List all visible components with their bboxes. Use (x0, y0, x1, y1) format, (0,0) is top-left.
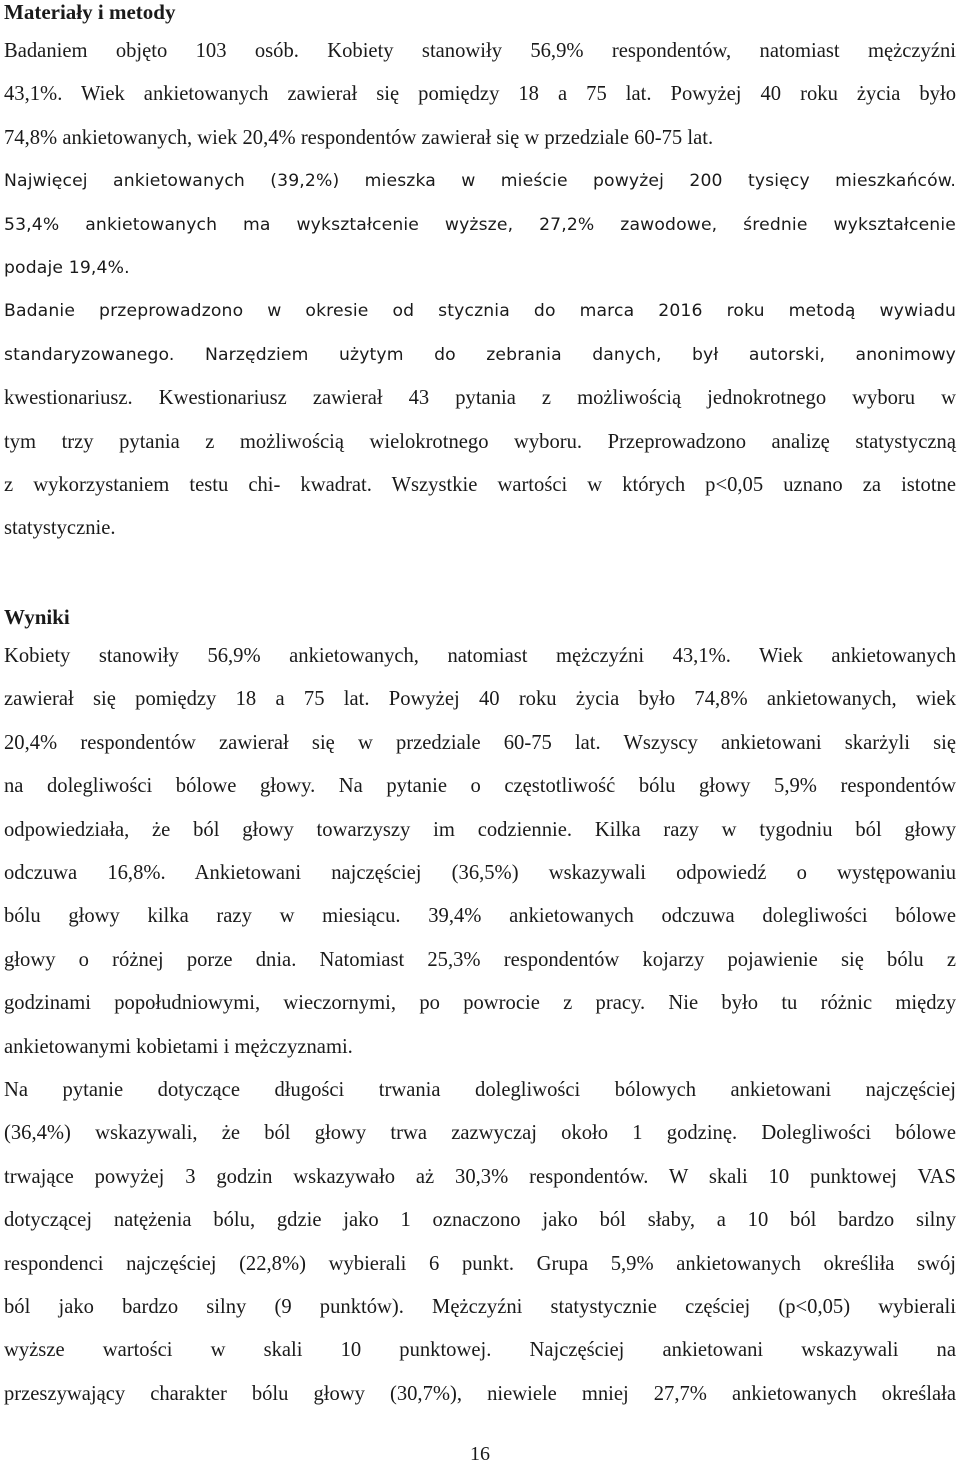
results-paragraph-1 (4, 635, 956, 1069)
text-line: statystycznie. (4, 517, 116, 540)
text-line: kwestionariusz. Kwestionariusz zawierał 43 pytania z możliwością jednokrotnego wyboru w (4, 387, 956, 410)
text-line: trwające powyżej 3 godzin wskazywało aż 30,3% respondentów. W skali 10 punktowej VAS (4, 1165, 956, 1188)
text-line: podaje 19,4%. (4, 258, 130, 279)
text-line: dotyczącej natężenia bólu, gdzie jako 1 oznaczono jako ból słaby, a 10 ból bardzo silny (4, 1209, 956, 1232)
text-line: standaryzowanego. Narzędziem użytym do zebrania danych, był autorski, anonimowy (4, 344, 956, 365)
text-line: Kobiety stanowiły 56,9% ankietowanych, natomiast mężczyźni 43,1%. Wiek ankietowanych (4, 644, 956, 667)
text-line: 74,8% ankietowanych, wiek 20,4% respondentów zawierał się w przedziale 60-75 lat. (4, 126, 714, 149)
text-line: godzinami popołudniowymi, wieczornymi, po powrocie z pracy. Nie było tu różnic między (4, 992, 956, 1015)
text-line: ankietowanymi kobietami i mężczyznami. (4, 1035, 353, 1058)
text-line: respondenci najczęściej (22,8%) wybierali 6 punkt. Grupa 5,9% ankietowanych określiła swój (4, 1252, 956, 1275)
text-line: 20,4% respondentów zawierał się w przedziale 60-75 lat. Wszyscy ankietowani skarżyli się (4, 731, 956, 754)
page-number: 16 (470, 1443, 490, 1465)
text-line: Badaniem objęto 103 osób. Kobiety stanowiły 56,9% respondentów, natomiast mężczyźni (4, 40, 956, 62)
section-heading-results: Wyniki (4, 604, 70, 629)
methods-paragraph-1 (4, 30, 956, 160)
text-line: Na pytanie dotyczące długości trwania dolegliwości bólowych ankietowani najczęściej (4, 1078, 956, 1101)
text-line: odpowiedziała, że ból głowy towarzyszy im codziennie. Kilka razy w tygodniu ból głowy (4, 818, 956, 841)
section-heading-methods: Materiały i metody (4, 0, 176, 24)
text-line: odczuwa 16,8%. Ankietowani najczęściej (36,5%) wskazywali odpowiedź o występowaniu (4, 861, 956, 884)
text-line: ból jako bardzo silny (9 punktów). Mężczyźni statystycznie częściej (p<0,05) wybierali (4, 1295, 956, 1318)
methods-paragraph-3 (4, 377, 956, 551)
text-line: Badanie przeprowadzono w okresie od stycznia do marca 2016 roku metodą wywiadu (4, 301, 956, 322)
text-line: bólu głowy kilka razy w miesiącu. 39,4% ankietowanych odczuwa dolegliwości bólowe (4, 905, 956, 928)
text-line: Najwięcej ankietowanych (39,2%) mieszka w mieście powyżej 200 tysięcy mieszkańców. (4, 171, 956, 192)
text-line: przeszywający charakter bólu głowy (30,7%), niewiele mniej 27,7% ankietowanych określała (4, 1382, 956, 1405)
methods-paragraph-2 (4, 160, 956, 290)
document-page (4, 0, 956, 1416)
text-line: głowy o różnej porze dnia. Natomiast 25,3% respondentów kojarzy pojawienie się bólu z (4, 948, 956, 971)
text-line: 53,4% ankietowanych ma wykształcenie wyższe, 27,2% zawodowe, średnie wykształcenie (4, 214, 956, 235)
text-line: na dolegliwości bólowe głowy. Na pytanie o częstotliwość bólu głowy 5,9% respondentów (4, 775, 956, 798)
results-paragraph-2 (4, 1069, 956, 1416)
text-line: (36,4%) wskazywali, że ból głowy trwa zazwyczaj około 1 godzinę. Dolegliwości bólowe (4, 1122, 956, 1145)
methods-paragraph-3-intro (4, 290, 956, 377)
text-line: zawierał się pomiędzy 18 a 75 lat. Powyżej 40 roku życia było 74,8% ankietowanych, wiek (4, 688, 956, 711)
text-line: z wykorzystaniem testu chi- kwadrat. Wszystkie wartości w których p<0,05 uznano za istotne (4, 474, 956, 497)
text-line: 43,1%. Wiek ankietowanych zawierał się pomiędzy 18 a 75 lat. Powyżej 40 roku życia było (4, 83, 956, 106)
text-line: tym trzy pytania z możliwością wielokrotnego wyboru. Przeprowadzono analizę statystyczną (4, 430, 956, 453)
text-line: wyższe wartości w skali 10 punktowej. Najczęściej ankietowani wskazywali na (4, 1339, 956, 1362)
